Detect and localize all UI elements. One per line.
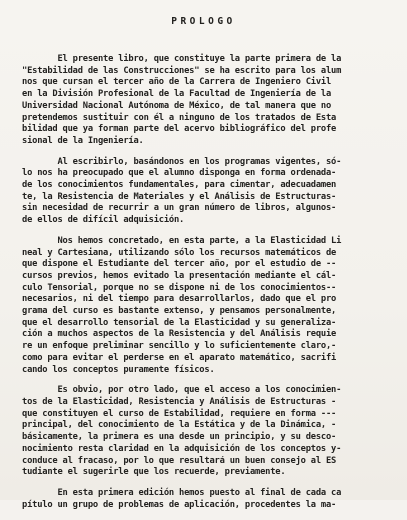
document-body xyxy=(22,54,402,520)
text-line: Nos hemos concretado, en esta parte, a la Elasticidad Li xyxy=(22,235,342,246)
paragraph-3 xyxy=(22,236,402,376)
text-line: lo nos ha preocupado que el alumno disponga en forma ordenada- xyxy=(22,168,337,179)
text-line: grama del curso es bastante extenso, y pensamos personalmente, xyxy=(22,306,337,317)
text-line: "Estabilidad de las Construcciones" se ha escrito para los alum xyxy=(22,65,342,76)
text-line: en la División Profesional de la Facultad de Ingeniería de la xyxy=(22,89,332,100)
text-line: como para evitar el perderse en el aparato matemático, sacrifi xyxy=(22,352,337,363)
text-line: Al escribirlo, basándonos en los programas vigentes, só- xyxy=(22,156,342,167)
paragraph-1 xyxy=(22,54,402,148)
text-line: El presente libro, que constituye la parte primera de la xyxy=(22,54,342,64)
text-line: Universidad Nacional Autónoma de México, de tal manera que no xyxy=(22,100,332,111)
paragraph-4 xyxy=(22,385,402,479)
page-title: PROLOGO xyxy=(171,16,236,27)
text-line: nocimiento resta claridad en la adquisición de los conceptos y- xyxy=(22,443,342,454)
text-line: de ellos de difícil adquisición. xyxy=(22,215,185,226)
text-line: bilidad que ya forman parte del acervo bibliográfico del profe xyxy=(22,124,337,135)
text-line: Es obvio, por otro lado, que el acceso a los conocimien- xyxy=(22,385,342,396)
text-line: te, la Resistencia de Materiales y el Análisis de Estructuras- xyxy=(22,191,337,202)
text-line: pretendemos sustituir con él a ninguno de los tratados de Esta xyxy=(22,112,337,123)
text-line: sin necesidad de recurrir a un gran número de libros, algunos- xyxy=(22,203,337,214)
text-line: cursos previos, hemos evitado la presentación mediante el cál- xyxy=(22,270,337,281)
text-line: cando los conceptos puramente físicos. xyxy=(22,364,215,375)
text-line: re un enfoque preliminar sencillo y lo suficientemente claro,- xyxy=(22,341,337,352)
text-line: pítulo un grupo de problemas de aplicación, procedentes la ma- xyxy=(22,499,337,510)
paragraph-2 xyxy=(22,157,402,227)
text-line: nos que cursan el tercer año de la Carrera de Ingeniero Civil xyxy=(22,77,332,88)
text-line: conduce al fracaso, por lo que resultará un buen consejo al ES xyxy=(22,455,337,466)
text-line: básicamente, la primera es una desde un principio, y su desco- xyxy=(22,432,337,443)
text-line: que dispone el Estudiante del tercer año, por el estudio de -- xyxy=(22,259,337,270)
paragraph-5 xyxy=(22,488,402,511)
text-line: que constituyen el curso de Estabilidad, requiere en forma --- xyxy=(22,408,337,419)
text-line: tudiante el sugerirle que los recuerde, previamente. xyxy=(22,467,286,478)
text-line: que el desarrollo tensorial de la Elasticidad y su generaliza- xyxy=(22,317,337,328)
text-line: de los conocimientos fundamentales, para cimentar, adecuadamen xyxy=(22,180,337,191)
text-line: sional de la Ingeniería. xyxy=(22,135,144,146)
text-line: ción a muchos aspectos de la Resistencia y del Análisis requie xyxy=(22,329,337,340)
text-line: culo Tensorial, porque no se dispone ni de los conocimientos-- xyxy=(22,282,337,293)
text-line: principal, del conocimiento de la Estática y de la Dinámica, - xyxy=(22,420,337,431)
text-line: tos de la Elasticidad, Resistencia y Análisis de Estructuras - xyxy=(22,396,337,407)
text-line: En esta primera edición hemos puesto al final de cada ca xyxy=(22,487,342,498)
text-line: necesarios, ni del tiempo para desarrollarlos, dado que el pro xyxy=(22,294,337,305)
text-line: neal y Cartesiana, utilizando sólo los recursos matemáticos de xyxy=(22,247,337,258)
